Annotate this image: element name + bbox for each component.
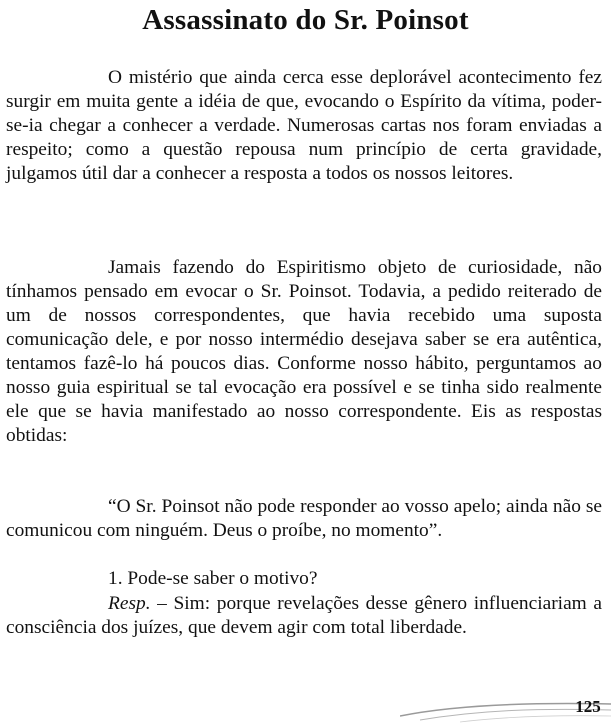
answer-text: – Sim: porque revelações desse gênero influenciariam a consciência dos juízes, que devem agir com total liberdade. [6, 593, 602, 638]
answer-label: Resp. [108, 593, 151, 614]
page-number: 125 [575, 697, 601, 716]
paragraph-evocation: Jamais fazendo do Espiritismo objeto de curiosidade, não tínhamos pensado em evocar o Sr. Poinsot. Todavia, a pedido reiterado de um de nossos correspondentes, que havia recebido uma suposta comunicação dele, e por nosso intermédio desejava saber se era autêntica, tentamos fazê-lo há poucos dias. Conforme nosso hábito, perguntamos ao nosso guia espiritual se tal evocação era possível e se tinha sido realmente ele que se havia manifestado ao nosso correspondente. Eis as respostas obtidas: [6, 257, 602, 446]
chapter-title: Assassinato do Sr. Poinsot [142, 4, 469, 36]
paragraph-intro: O mistério que ainda cerca esse deplorável acontecimento fez surgir em muita gente a idéia de que, evocando o Espírito da vítima, poder-se-ia chegar a conhecer a verdade. Numerosas cartas nos foram enviadas a respeito; como a questão repousa num princípio de certa gravidade, julgamos útil dar a conhecer a resposta a todos os nossos leitores. [6, 67, 602, 184]
question-1: 1. Pode-se saber o motivo? [108, 568, 318, 589]
answer-1 [6, 592, 602, 640]
paragraph-quote: “O Sr. Poinsot não pode responder ao vosso apelo; ainda não se comunicou com ninguém. Deus o proíbe, no momento”. [6, 496, 602, 541]
